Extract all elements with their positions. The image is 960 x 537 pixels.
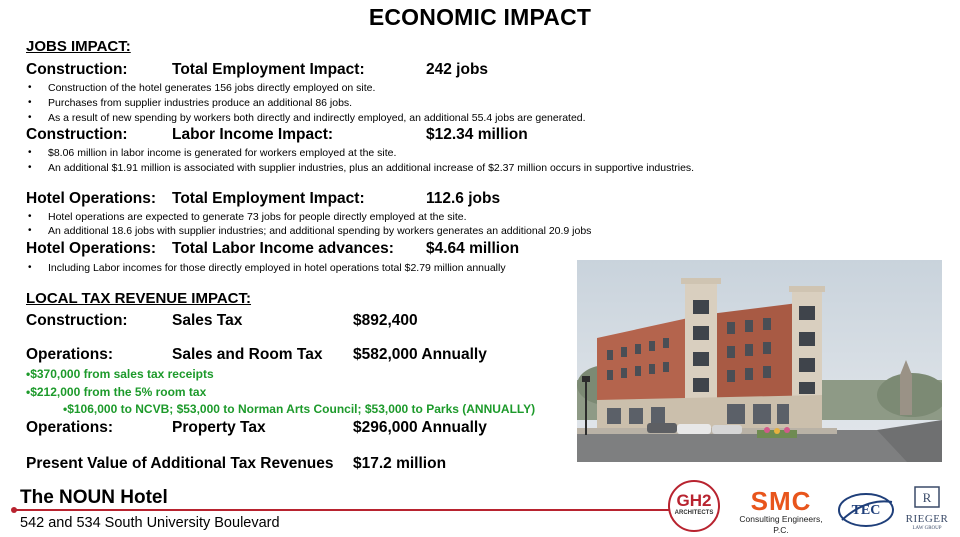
row-value: $892,400 [353, 312, 418, 329]
gh2-architects-logo [668, 480, 720, 532]
row-metric: Total Employment Impact: [172, 190, 365, 207]
rieger-logo-text: RIEGER [905, 513, 949, 525]
divider-dot-left [11, 507, 17, 513]
row-value: 242 jobs [426, 61, 489, 78]
row-label: Operations: [26, 419, 113, 436]
footer-divider [14, 509, 678, 511]
row-label: Operations: [26, 346, 113, 363]
list-item: • $106,000 to NCVB; $53,000 to Norman Arts Council; $53,000 to Parks (ANNUALLY) [63, 402, 535, 416]
gh2-logo-subtext: ARCHITECTS [674, 510, 714, 516]
page-title: ECONOMIC IMPACT [368, 4, 592, 30]
hotel-name: The NOUN Hotel [20, 487, 168, 508]
row-label: Construction: [26, 126, 128, 143]
row-metric: Total Labor Income advances: [172, 240, 394, 257]
smc-logo [733, 488, 829, 536]
row-value: $12.34 million [426, 126, 528, 143]
row-value: $582,000 Annually [353, 346, 487, 363]
tax-impact-heading: LOCAL TAX REVENUE IMPACT: [26, 290, 252, 307]
row-value: $4.64 million [426, 240, 520, 257]
gh2-logo-text: GH2 [676, 491, 712, 510]
row-value: 112.6 jobs [426, 190, 501, 207]
row-metric: Total Employment Impact: [172, 61, 365, 78]
smc-logo-text: SMC [750, 486, 812, 516]
row-metric: Sales Tax [172, 312, 243, 329]
tec-logo [836, 490, 896, 530]
row-label: Construction: [26, 312, 128, 329]
svg-text:R: R [922, 490, 932, 505]
row-label: Construction: [26, 61, 128, 78]
list-item: • $212,000 from the 5% room tax [26, 385, 206, 399]
rieger-logo-subtext: LAW GROUP [912, 526, 942, 531]
row-metric: Property Tax [172, 419, 266, 436]
row-label: Hotel Operations: [26, 240, 157, 257]
row-label: Present Value of Additional Tax Revenues [26, 455, 334, 472]
row-value: $296,000 Annually [353, 419, 487, 436]
smc-logo-subtext: Consulting Engineers, P.C. [739, 514, 823, 535]
row-value: $17.2 million [353, 455, 447, 472]
row-metric: Sales and Room Tax [172, 346, 323, 363]
jobs-impact-heading: JOBS IMPACT: [26, 38, 131, 55]
hotel-photo [577, 260, 942, 462]
row-label: Hotel Operations: [26, 190, 157, 207]
tec-logo-text: TEC [851, 503, 881, 518]
rieger-law-logo [900, 486, 954, 532]
hotel-address: 542 and 534 South University Boulevard [20, 515, 280, 531]
row-metric: Labor Income Impact: [172, 126, 334, 143]
list-item: • $370,000 from sales tax receipts [26, 367, 214, 381]
